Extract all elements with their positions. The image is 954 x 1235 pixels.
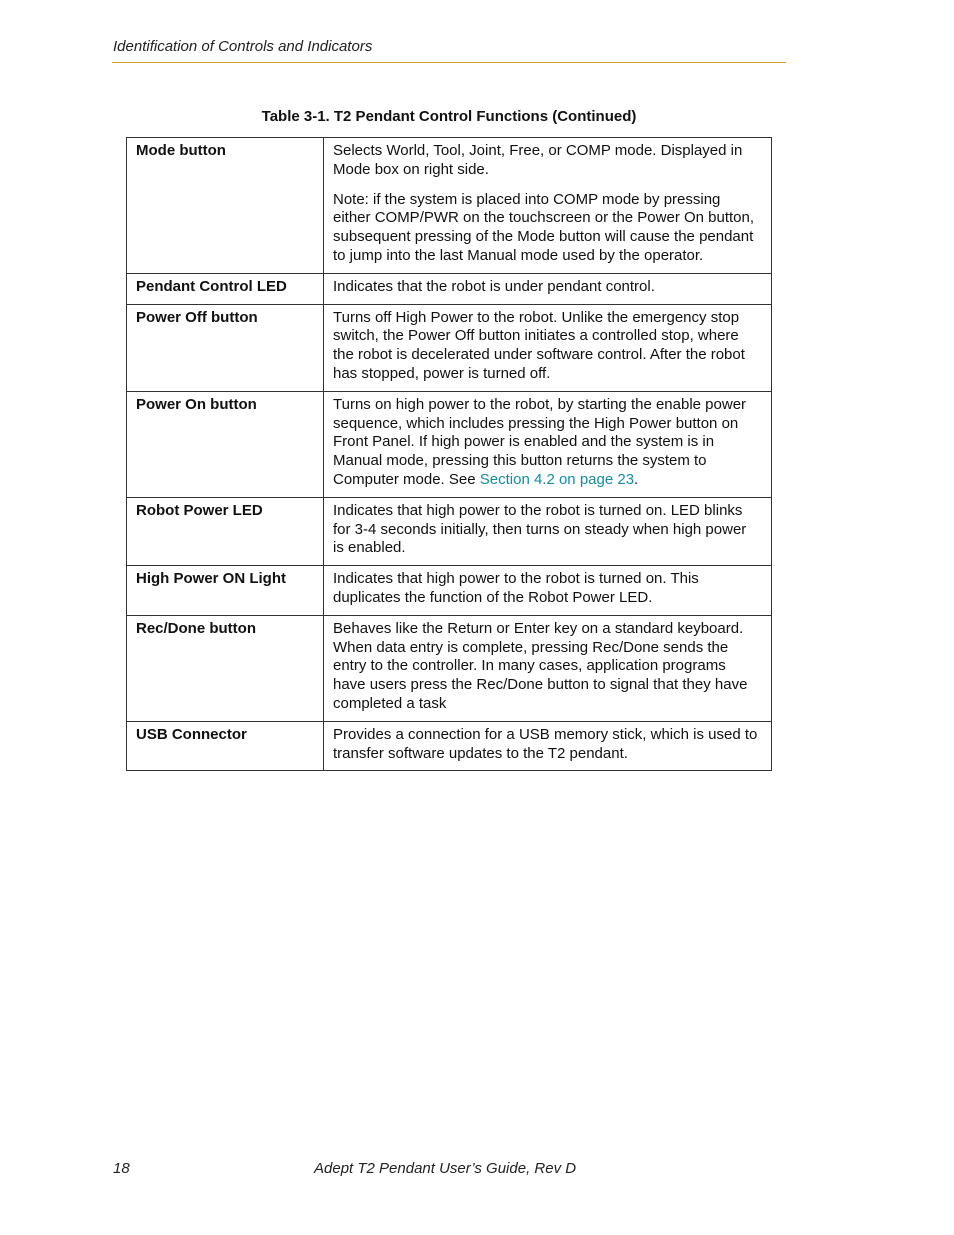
table-row bbox=[127, 615, 772, 721]
description-paragraph: Behaves like the Return or Enter key on a standard keyboard. When data entry is complete, pressing Rec/Done sends the entry to the controller. In many cases, application programs have users press the Rec/Done button to signal that they have completed a task bbox=[333, 619, 748, 712]
description-paragraph: Provides a connection for a USB memory stick, which is used to transfer software updates to the T2 pendant. bbox=[333, 725, 758, 762]
row-term: Robot Power LED bbox=[127, 497, 324, 565]
row-term: Power On button bbox=[127, 391, 324, 497]
table-row bbox=[127, 304, 772, 391]
description-note: Note: if the system is placed into COMP mode by pressing either COMP/PWR on the touchscreen or the Power On button, subsequent pressing of the Mode button will cause the pendant to jump into the last Manual mode used by the operator. bbox=[333, 190, 755, 264]
table-row bbox=[127, 721, 772, 771]
footer-document-title: Adept T2 Pendant User’s Guide, Rev D bbox=[314, 1160, 577, 1177]
row-description bbox=[324, 721, 772, 771]
description-text: Turns on high power to the robot, by starting the enable power sequence, which includes pressing the High Power button on Front Panel. If high power is enabled and the system is in Manual mode, pressing this button returns the system to Computer mode. See bbox=[333, 395, 747, 488]
row-description bbox=[324, 497, 772, 565]
row-term: Power Off button bbox=[127, 304, 324, 391]
row-term: USB Connector bbox=[127, 721, 324, 771]
row-term: Mode button bbox=[127, 138, 324, 274]
description-paragraph: Selects World, Tool, Joint, Free, or COMP mode. Displayed in Mode box on right side. bbox=[333, 142, 743, 178]
control-functions-table bbox=[126, 137, 772, 771]
row-description bbox=[324, 304, 772, 391]
table-row bbox=[127, 391, 772, 497]
description-paragraph: Turns off High Power to the robot. Unlike the emergency stop switch, the Power Off button initiates a controlled stop, where the robot is decelerated under software control. After the robot has stopped, power is turned off. bbox=[333, 308, 745, 382]
running-header: Identification of Controls and Indicators bbox=[113, 38, 373, 55]
table-row bbox=[127, 273, 772, 304]
table-row bbox=[127, 566, 772, 616]
row-description bbox=[324, 138, 772, 274]
table-caption: Table 3-1. T2 Pendant Control Functions (Continued) bbox=[261, 108, 637, 125]
row-description bbox=[324, 615, 772, 721]
description-paragraph bbox=[333, 396, 759, 490]
row-term: Pendant Control LED bbox=[127, 273, 324, 304]
table-row bbox=[127, 138, 772, 274]
description-paragraph: Indicates that high power to the robot is turned on. This duplicates the function of the Robot Power LED. bbox=[333, 570, 699, 606]
row-term: Rec/Done button bbox=[127, 615, 324, 721]
description-text-end: . bbox=[634, 470, 639, 488]
header-rule bbox=[112, 62, 786, 63]
row-description bbox=[324, 391, 772, 497]
row-description bbox=[324, 273, 772, 304]
description-paragraph: Indicates that high power to the robot is turned on. LED blinks for 3-4 seconds initially, then turns on steady when high power is enabled. bbox=[333, 501, 747, 557]
table-row bbox=[127, 497, 772, 565]
page-number: 18 bbox=[113, 1160, 130, 1177]
row-description bbox=[324, 566, 772, 616]
row-term: High Power ON Light bbox=[127, 566, 324, 616]
description-paragraph: Indicates that the robot is under pendant control. bbox=[333, 277, 655, 295]
section-link[interactable]: Section 4.2 on page 23 bbox=[479, 470, 635, 488]
